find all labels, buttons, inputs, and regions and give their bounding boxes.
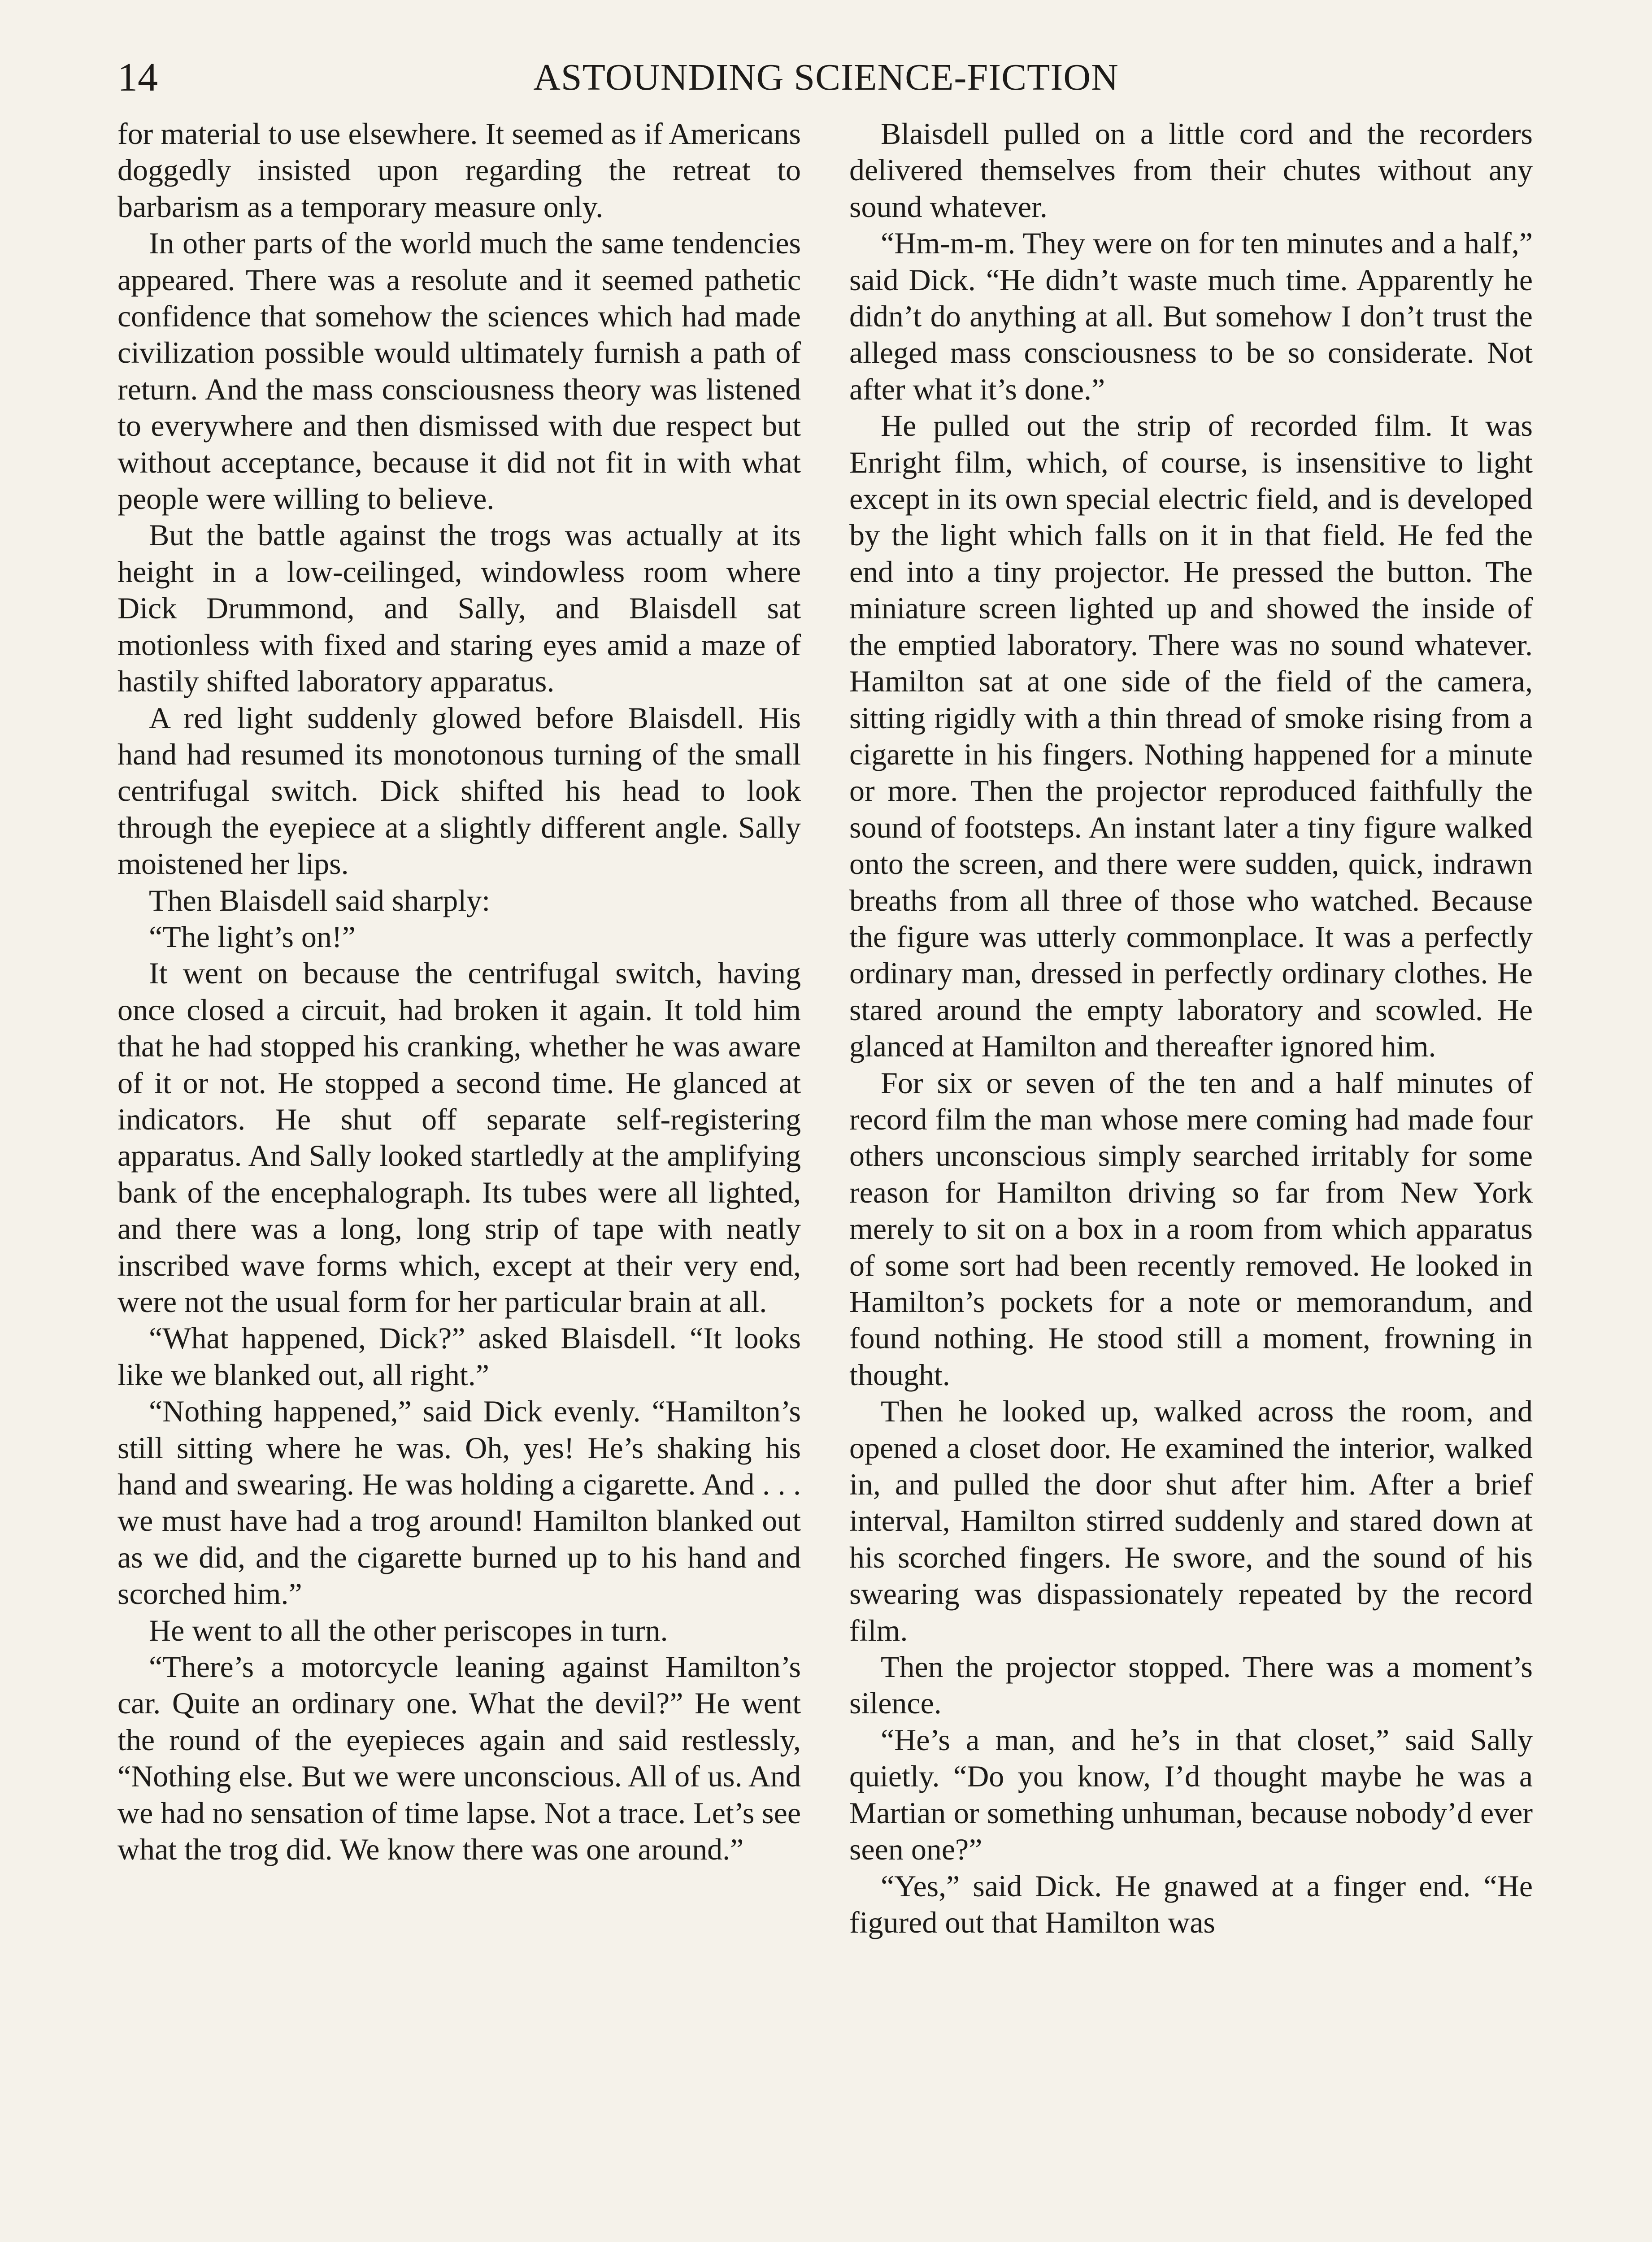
paragraph: But the battle against the trogs was actually at its height in a low-ceilinged, windowless room where Dick Drummond, and Sally, and Blaisdell sat motionless with fixed and staring eyes amid a maze of hastily shifted laboratory apparatus. — [117, 518, 801, 699]
paragraph: A red light suddenly glowed before Blaisdell. His hand had resumed its monotonous turning of the small centrifugal switch. Dick shifted his head to look through the eyepiece at a slightly different angle. Sally moistened her lips. — [117, 700, 801, 881]
page-number: 14 — [117, 55, 158, 100]
paragraph: “Yes,” said Dick. He gnawed at a finger end. “He figured out that Hamilton was — [849, 1868, 1533, 1939]
paragraph: for material to use elsewhere. It seemed as if Americans doggedly insisted upon regarding the retreat to barbarism as a temporary measure only. — [117, 117, 801, 224]
paragraph: For six or seven of the ten and a half minutes of record film the man whose mere coming had made four others unconscious simply searched irritably for some reason for Hamilton driving so far from New York merely to sit on a box in a room from which apparatus of some sort had been recently removed. He looked in Hamilton’s pockets for a note or memorandum, and found nothing. He stood still a moment, frowning in thought. — [849, 1065, 1533, 1392]
paragraph: “The light’s on!” — [149, 919, 356, 954]
paragraph: Then he looked up, walked across the room, and opened a closet door. He examined the interior, walked in, and pulled the door shut after him. After a brief interval, Hamilton stirred suddenly and stared down at his scorched fingers. He swore, and the sound of his swearing was dispassionately repeated by the record film. — [849, 1394, 1533, 1647]
paragraph: Then Blaisdell said sharply: — [149, 883, 491, 917]
paragraph: “Nothing happened,” said Dick evenly. “Hamilton’s still sitting where he was. Oh, yes! He’s shaking his hand and swearing. He was holding a cigarette. And . . . we must have had a trog around! Hamilton blanked out as we did, and the cigarette burned up to his hand and scorched him.” — [117, 1394, 801, 1611]
running-title: ASTOUNDING SCIENCE-FICTION — [533, 56, 1119, 98]
paragraph: He pulled out the strip of recorded film. It was Enright film, which, of course, is insensitive to light except in its own special electric field, and is developed by the light which falls on it in that field. He fed the end into a tiny projector. He pressed the button. The miniature screen lighted up and showed the inside of the emptied laboratory. There was no sound whatever. Hamilton sat at one side of the field of the camera, sitting rigidly with a thin thread of smoke rising from a cigarette in his fingers. Nothing happened for a minute or more. Then the projector reproduced faithfully the sound of footsteps. An instant later a tiny figure walked onto the screen, and there were sudden, quick, indrawn breaths from all three of those who watched. Because the figure was utterly commonplace. It was a perfectly ordinary man, dressed in perfectly ordinary clothes. He stared around the empty laboratory and scowled. He glanced at Hamilton and thereafter ignored him. — [849, 408, 1533, 1064]
paragraph: “He’s a man, and he’s in that closet,” said Sally quietly. “Do you know, I’d thought maybe he was a Martian or something unhuman, because nobody’d ever seen one?” — [849, 1722, 1533, 1867]
paragraph: It went on because the centrifugal switch, having once closed a circuit, had broken it again. It told him that he had stopped his cranking, whether he was aware of it or not. He stopped a second time. He glanced at indicators. He shut off separate self-registering apparatus. And Sally looked startledly at the amplifying bank of the encephalograph. Its tubes were all lighted, and there was a long, long strip of tape with neatly inscribed wave forms which, except at their very end, were not the usual form for her particular brain at all. — [117, 956, 801, 1319]
paragraph: Then the projector stopped. There was a moment’s silence. — [849, 1650, 1533, 1721]
paragraph: “Hm-m-m. They were on for ten minutes and a half,” said Dick. “He didn’t waste much time. Apparently he didn’t do anything at all. But somehow I don’t trust the alleged mass consciousness to be so considerate. Not after what it’s done.” — [849, 226, 1533, 406]
paragraph: He went to all the other periscopes in turn. — [149, 1613, 668, 1647]
paragraph: In other parts of the world much the same tendencies appeared. There was a resolute and it seemed pathetic confidence that somehow the sciences which had made civilization possible would ultimately furnish a path of return. And the mass consciousness theory was listened to everywhere and then dismissed with due respect but without acceptance, because it did not fit in with what people were willing to believe. — [117, 226, 801, 516]
page-header — [117, 53, 1535, 107]
right-column — [849, 116, 1533, 1941]
paragraph: “There’s a motorcycle leaning against Hamilton’s car. Quite an ordinary one. What the devil?” He went the round of the eyepieces again and said restlessly, “Nothing else. But we were unconscious. All of us. And we had no sensation of time lapse. Not a trace. Let’s see what the trog did. We know there was one around.” — [117, 1650, 801, 1867]
paragraph: “What happened, Dick?” asked Blaisdell. “It looks like we blanked out, all right.” — [117, 1321, 801, 1392]
paragraph: Blaisdell pulled on a little cord and the recorders delivered themselves from their chutes without any sound whatever. — [849, 117, 1533, 224]
left-column — [117, 116, 801, 1868]
